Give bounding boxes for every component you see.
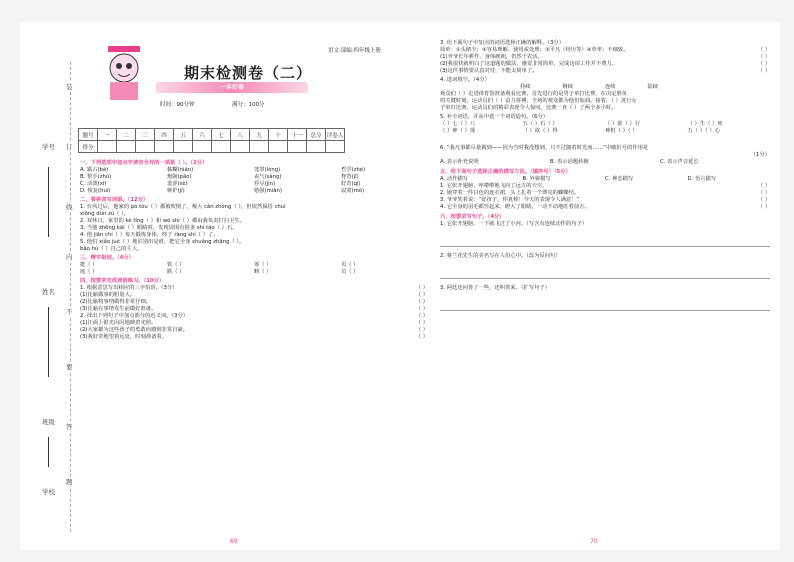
answer-line[interactable] [440,260,770,279]
score-table-head: 评卷人 [326,129,345,141]
char-pair: 畴（ ） [254,269,272,275]
score-cell [212,141,231,153]
passage-line: 观众们（ ）走进体育馆准备观看比赛。首先进行的是男子单打比赛，在决定胜负 [440,91,628,97]
answer-blank: （ ） [757,204,770,210]
score-table-head: 一 [98,129,117,141]
idiom-blank: 万（ ）（ ）心 [687,128,720,134]
score-cell [326,141,345,153]
score-table-head: 六 [193,129,212,141]
answer-blank: （ ） [757,68,770,74]
vocab-line: 1. 根据意思写出相应的三字俗语。（3分） （ ） [80,285,428,291]
meaning-line: 简单：①头绪少；②容易理解、使用或处理；③平凡（经历等）④草率；不细致。 （ ） [440,47,770,53]
char-pair: 贝（ ） [341,262,359,268]
score-table-head: 九 [250,129,269,141]
char-pair: 庭（ ） [80,269,98,275]
score-table-head: 十一 [288,129,307,141]
answer-line[interactable] [440,292,770,311]
word-choice: 陆续 [647,84,659,90]
cut-line [70,62,71,532]
answer-line[interactable] [440,228,770,247]
method-line: 3. 爷爷笑着说：“好孩子，你真棒！今天的表现令人满意！” （ ） [440,197,770,203]
dash-option: A. 表示补充说明 [440,159,479,165]
score-label: 满分：100分 [232,102,265,108]
char-pair: 筹（ ） [254,262,272,268]
score-cell [269,141,288,153]
time-label: 时间：90分钟 [160,102,195,108]
score-table-rowlabel: 得分 [79,141,98,153]
gutter-label-id: 学号 [42,143,55,151]
method-option: B. 外貌描写 [522,176,551,182]
idiom-blank: （ ）欲（ ）得 [522,128,558,134]
answer-blank: （ ） [757,47,770,53]
answer-blank: （ ） [757,197,770,203]
score-table-head: 七 [212,129,231,141]
method-option: D. 语言描写 [687,176,717,182]
answer-blank: （ ） [415,292,428,298]
choice-option: C. 活泼(xī) [80,181,107,187]
score-cell [307,141,326,153]
score-table [78,128,345,153]
choice-option: 荐尽(jìn) [254,181,276,187]
mascot-illustration [100,44,148,102]
score-table-head: 五 [174,129,193,141]
char-pair: 员（ ） [341,269,359,275]
word-choice: 持续 [520,84,531,90]
gutter-label-school: 学校 [42,488,55,496]
binding-gutter: 学号 姓名 班级 学校 装 订 线 内 不 要 答 题 [20,22,86,550]
score-cell [231,141,250,153]
pinyin-line: 2. 双休日，家里的 kè tīng（ ）和 wò shì（ ）都由我负责打扫卫生。 [80,218,245,224]
choice-option: 好奇(qí) [341,181,361,187]
choice-option: 笼罩(lóng) [254,167,281,173]
vocab-line: (1)江面上银光闪闪地映着光照。 （ ） [80,320,428,326]
meaning-line: (3)这件事情要认真对待，不能太简单了。 （ ） [440,68,770,74]
answer-blank: （ ） [757,183,770,189]
score-cell [155,141,174,153]
score-cell [136,141,155,153]
passage-line: 的关键时刻，运动员们（ ）奋力拼搏，全场的观众都为他们加油。接着，（ ）进行女 [440,98,637,104]
choice-option: 哲学(zhé) [341,167,366,173]
score-cell [174,141,193,153]
word-choice: 连续 [605,84,616,90]
choice-option: 炮制(pāo) [167,174,192,180]
choice-option: D. 恢复(huī) [80,188,111,194]
choice-option: B. 帮手(zhǔ) [80,174,112,180]
idiom-blank: （ ）七（ ）八 [440,121,476,127]
answer-blank: （ ） [757,190,770,196]
gutter-label-class: 班级 [42,418,55,426]
score-cell [193,141,212,153]
score-table-head: 二 [117,129,136,141]
rewrite-line: 2. 将兰花先生的美名写在人们心中。（改为反问句） [440,253,561,259]
choice-option: 寂寞(mò) [341,188,365,194]
right-column: 3. 给下面句子中加点的词语选择正确的解释。（3分） 简单：①头绪少；②容易理解、使用或处理；③平凡（经历等）④草率；不细致。 （ ） (1)爷爷长年耕作，身体硬朗，仍然干农活。 （ ） (2)我很快就明白了这道题的做法，感觉非常简单，完成这项工作并不费力。 （ ） (3)这件事情要认真对待，不能太简单了。 （ ） 4. 选词填空。（4分） 持续 继续 连续 陆续 观众们（ ）走进体育馆准备观看比赛。首先进行的是男子单打比赛，在决定胜负 的关键时刻，运动员们（ ）奋力拼搏，全场的观众都为他们加油。接着，（ ）进行女 子单打比赛，运动员们的精彩表现令人惊叹，比赛一直（ ）了两个多小时。 5. 补全词语，并从中选一个词语造句。（6分） （ ）七（ ）八 五（ ）石（ ） （ ）欲（ ）行 （ ）生（ ）死 （ ）神（ ）现 （ ）欲（ ）得 神机（ ）（ ） 万（ ）（ ）心 6. “我凡事都尽量做到——因为当时我没想到，只不过随着时光而……”中破折号的作用是 （1分） A. 表示补充说明 B. 表示话题转换 C. 表示声音延长 五、给下面句子选择正确的描写方法。（填序号）（5分） A. 动作描写 B. 外貌描写 C. 神态描写 D. 语言描写 1. 它张开翅膀，呼啦啦地飞向了远方的天空。 （ ） 2. 她穿着一件白色的连衣裙，头上扎着一个漂亮的蝴蝶结。 （ ） 3. 爷爷笑着说：“好孩子，你真棒！今天的表现令人满意！” （ ） 4. 它全身的羽毛都竖起来，瞪大了眼睛，一动不动地盯着前方。 （ ） 六、按要求写句子。（4分） 1. 它张开翅膀，一下就飞过了小河。（写含有连续动作的句子） 2. 将兰花先生的美名写在人们心中。（改为反问句） 3. 阿廷还问善了一些，还叫善来。（扩写句子） [440,40,770,317]
answer-blank: （ ） [415,334,428,340]
rewrite-line: 3. 阿廷还问善了一些，还叫善来。（扩写句子） [440,285,551,291]
answer-blank: （ ） [415,306,428,312]
idiom-blank: （ ）神（ ）现 [440,128,476,134]
meaning-line: (2)我很快就明白了这道题的做法，感觉非常简单，完成这项工作并不费力。 （ ） [440,61,770,67]
vocab-line: (3)比喻在事情发生前做好准备。 （ ） [80,306,428,312]
dash-option: B. 表示话题转换 [550,159,589,165]
score-table-head: 总分 [307,129,326,141]
pinyin-line: 1. 台风过后，他家的 pò tóu（ ）都被吹倒了，极大 cǎn zhòng（ ），但依然保持 chuí [80,204,286,210]
exam-sheet [20,22,780,550]
choice-option: A. 霸占(bà) [80,167,109,173]
answer-blank: （ ） [415,320,428,326]
vocab-line: (2)比喻将事情做得非常仔细。 （ ） [80,299,428,305]
choice-option: 脊背(jǐ) [341,174,359,180]
method-option: C. 神态描写 [605,176,634,182]
choice-option: 丧气(sàng) [254,174,282,180]
char-pair: 挺（ ） [80,262,98,268]
method-line: 4. 它全身的羽毛都竖起来，瞪大了眼睛，一动不动地盯着前方。 （ ） [440,204,770,210]
choice-option: 勉强(miǎn) [254,188,282,194]
vocab-line: (1)比喻做事的胆量大。 （ ） [80,292,428,298]
vocab-line: (3)我好奇地望着远处，时刻准备着。 （ ） [80,334,428,340]
gutter-label-name: 姓名 [42,288,55,296]
score-table-head: 八 [231,129,250,141]
series-label: 语文·部编·四年级上册 [328,48,381,54]
idiom-blank: 神机（ ）（ ） [605,128,638,134]
score-cell [250,141,269,153]
answer-blank: （ ） [415,299,428,305]
score-table-head: 三 [136,129,155,141]
idiom-blank: （ ）欲（ ）行 [605,121,641,127]
score-table-head: 四 [155,129,174,141]
word-choice: 继续 [562,84,574,90]
banner: 一本好卷 [156,82,308,93]
meaning-line: (1)爷爷长年耕作，身体硬朗，仍然干农活。 （ ） [440,54,770,60]
page-number-right: 70 [590,538,598,545]
method-line: 2. 她穿着一件白色的连衣裙，头上扎着一个漂亮的蝴蝶结。 （ ） [440,190,770,196]
char-pair: 铁（ ） [167,262,185,268]
score-cell [288,141,307,153]
vocab-line: 2. 找出下列句子中加点部分的近义词。（3分） （ ） [80,313,428,319]
pinyin-line: 3. 当他 zhēng kāi（ ）眼睛时，发现周围有很多 shí táo（ ）石。 [80,225,238,231]
score-cell [98,141,117,153]
answer-blank: （ ） [757,61,770,67]
dash-option: C. 表示声音延长 [660,159,699,165]
choice-option: 黏糊(nián) [167,167,194,173]
pinyin-line: bǎo hù（ ）自己的主人。 [80,246,143,252]
pinyin-line: xiōng dùn zú（ ）。 [80,211,130,217]
pinyin-line: 5. 他们 xiǎo jué（ ）地识别出是谁，把它全身 shuāng zhǎng（ ）。 [80,239,245,245]
vocab-line: (2)大家都为这些孩子的勇敢而感到非常自豪。 （ ） [80,327,428,333]
score-table-head: 题号 [79,129,98,141]
idiom-blank: 五（ ）石（ ） [522,121,558,127]
score-cell [117,141,136,153]
answer-blank: （ ） [415,285,428,291]
passage-line: 子单打比赛，运动员们的精彩表现令人惊叹，比赛一直（ ）了两个多小时。 [440,105,617,111]
answer-blank: （ ） [415,327,428,333]
choice-option: 嫉妒(jí) [167,188,185,194]
page-number-left: 69 [230,538,238,545]
left-column: 一、下列选项中加点字读音全对的一项是（ ）。（2分） A. 霸占(bà) 黏糊(nián) 笼罩(lóng) 哲学(zhé) B. 帮手(zhǔ) 炮制(pāo) 丧气(sàng) 脊背(jǐ) C. 活泼(xī) 羞涩(sè) 荐尽(jìn) 好奇(qí) D. 恢复(huī) 嫉妒(jí) 勉强(miǎn) 寂寞(mò) 二、看拼音写词语。（12分） 1. 台风过后，他家的 pò tóu（ ）都被吹倒了，极大 cǎn zhòng（ ），但依然保持 chuí xiōng dùn zú（ ）。 2. 双休日，家里的 kè tīng（ ）和 wò shì（ ）都由我负责打扫卫生。 3. 当他 zhēng kāi（ ）眼睛时，发现周围有很多 shí táo（ ）石。 4. 他 jiān chí（ ）每天锻炼身体，终于 ràng shí（ ）了。 5. 他们 xiǎo jué（ ）地识别出是谁，把它全身 shuāng zhǎng（ ）。 bǎo hù（ ）自己的主人。 三、辨字组词。（4分） 挺（ ） 铁（ ） 筹（ ） 贝（ ） 庭（ ） 跌（ ） 畴（ ） 员（ ） 四、按要求完成词语练习。（10分） 1. 根据意思写出相应的三字俗语。（3分） （ ） (1)比喻做事的胆量大。 （ ） (2)比喻将事情做得非常仔细。 （ ） (3)比喻在事情发生前做好准备。 （ ） 2. 找出下列句子中加点部分的近义词。（3分） （ ） (1)江面上银光闪闪地映着光照。 （ ） (2)大家都为这些孩子的勇敢而感到非常自豪。 （ ） (3)我好奇地望着远处，时刻准备着。 （ ） [80,160,428,340]
choice-option: 羞涩(sè) [167,181,188,187]
answer-blank: （ ） [757,54,770,60]
char-pair: 跌（ ） [167,269,185,275]
method-line: 1. 它张开翅膀，呼啦啦地飞向了远方的天空。 （ ） [440,183,770,189]
rewrite-line: 1. 它张开翅膀，一下就飞过了小河。（写含有连续动作的句子） [440,221,588,227]
idiom-blank: （ ）生（ ）死 [687,121,723,127]
method-option: A. 动作描写 [440,176,469,182]
pinyin-line: 4. 他 jiān chí（ ）每天锻炼身体，终于 ràng shí（ ）了。 [80,232,219,238]
score-table-head: 十 [269,129,288,141]
page-title: 期末检测卷（二） [184,64,313,82]
answer-blank: （ ） [415,313,428,319]
